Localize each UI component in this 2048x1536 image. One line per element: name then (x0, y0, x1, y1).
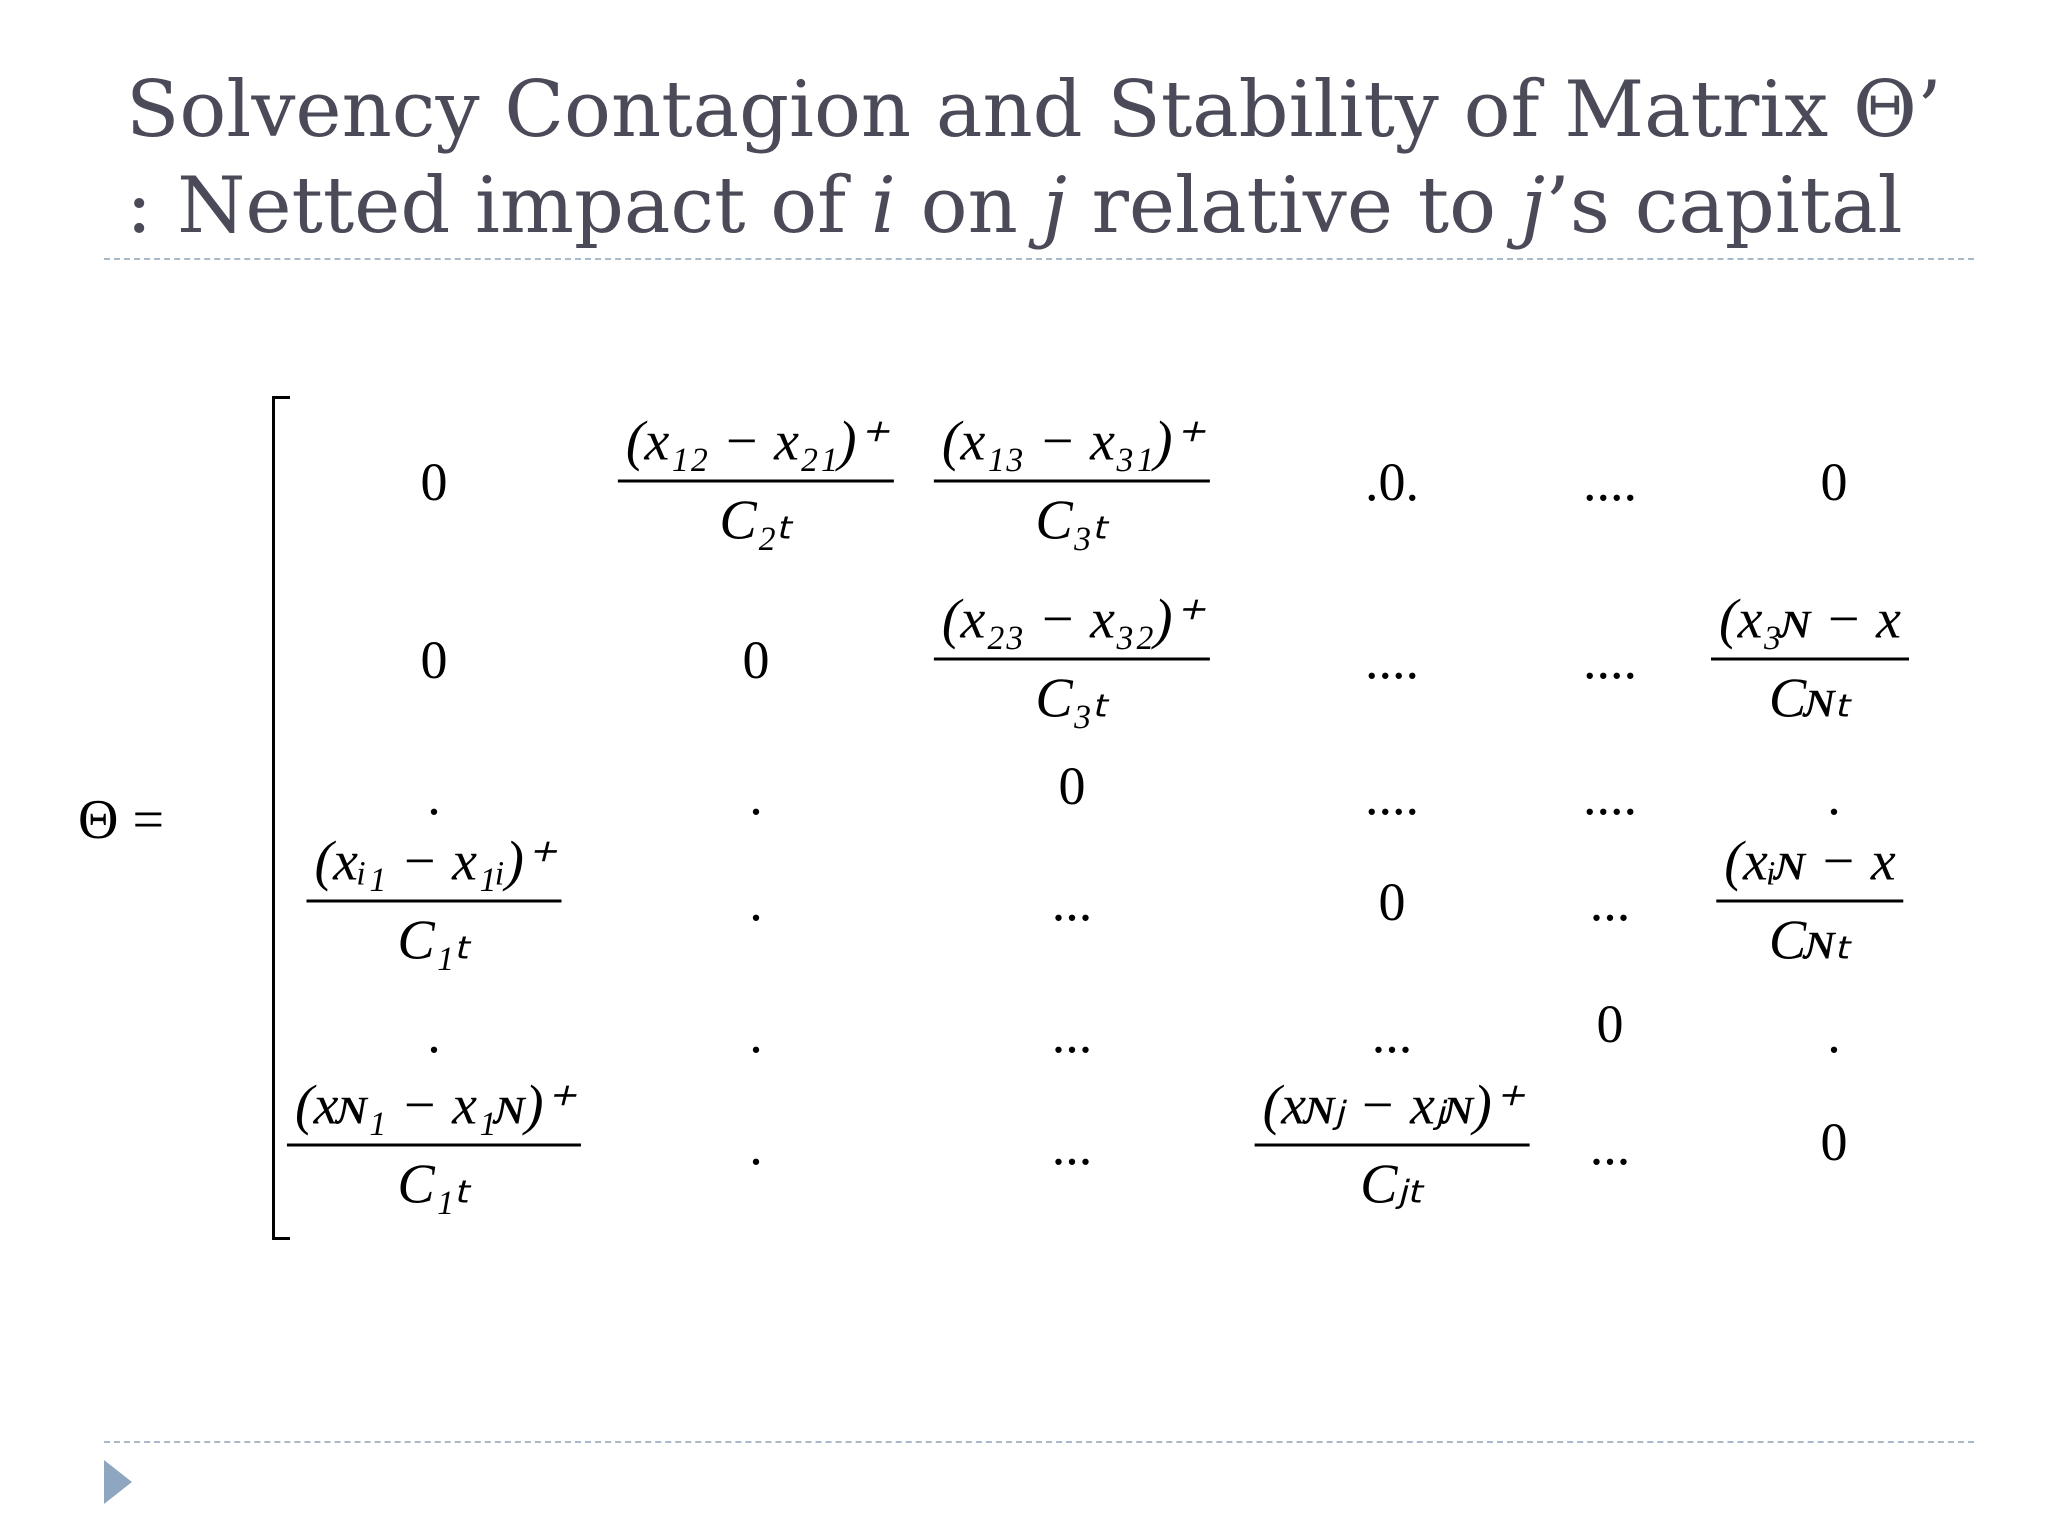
fraction-numerator: (x₁₂ − x₂₁)⁺ (625, 410, 887, 473)
matrix-cell: 0 (1820, 1112, 1848, 1172)
fraction-denominator: C₁ₜ (397, 1153, 471, 1216)
matrix-cell: 0 (1596, 994, 1624, 1054)
fraction-denominator: C₃ₜ (1035, 489, 1109, 552)
title-italic-i: i (870, 161, 896, 251)
matrix-cell: ... (1051, 1004, 1093, 1064)
slide-title (126, 62, 1986, 254)
fraction-xiN (1716, 828, 1903, 977)
matrix-cell: 0 (1058, 756, 1086, 816)
play-triangle-icon (104, 1460, 132, 1504)
matrix-cell: ... (1051, 872, 1093, 932)
matrix-cell: 0 (1378, 872, 1406, 932)
fraction-denominator: C₁ₜ (397, 909, 471, 972)
matrix-cell: 0 (742, 630, 770, 690)
matrix-cell: . (1827, 1004, 1841, 1064)
matrix-cell: ... (1589, 872, 1631, 932)
clipped-fraction-region (1680, 585, 1902, 735)
title-text: : Netted impact of (126, 161, 871, 251)
matrix-cell: .... (1583, 766, 1637, 826)
fraction-denominator: Cɴₜ (1768, 909, 1852, 972)
title-italic-j: j (1042, 161, 1067, 251)
fraction-numerator: (xɴⱼ − xⱼɴ)⁺ (1262, 1074, 1522, 1137)
title-text: on (895, 161, 1043, 251)
matrix-cell: ... (1051, 1116, 1093, 1176)
fraction-x23 (934, 586, 1210, 735)
title-text: relative to (1066, 161, 1521, 251)
fraction-xi1 (306, 828, 561, 977)
matrix-cell: ... (1589, 1116, 1631, 1176)
matrix-cell: ... (1371, 1004, 1413, 1064)
fraction-denominator: C₂ₜ (719, 489, 793, 552)
fraction-denominator: C₃ₜ (1035, 667, 1109, 730)
fraction-denominator: Cⱼₜ (1360, 1153, 1424, 1216)
fraction-x13 (934, 408, 1210, 557)
matrix-cell: . (427, 766, 441, 826)
matrix-cell: . (749, 872, 763, 932)
fraction-numerator: (x₂₃ − x₃₂)⁺ (941, 588, 1203, 651)
matrix-cell: . (1827, 766, 1841, 826)
matrix-cell: .... (1365, 630, 1419, 690)
matrix-cell: . (749, 1116, 763, 1176)
fraction-xN1 (287, 1072, 581, 1221)
matrix-cell: 0 (420, 452, 448, 512)
title-italic-j: j (1520, 161, 1546, 251)
fraction-numerator: (x₁₃ − x₃₁)⁺ (941, 410, 1203, 473)
clipped-fraction-region (1680, 827, 1896, 977)
matrix-cell: 0 (1820, 452, 1848, 512)
fraction-numerator: (xɴ₁ − x₁ɴ)⁺ (294, 1074, 574, 1137)
title-line-2 (126, 158, 1986, 254)
matrix-cell: .... (1583, 630, 1637, 690)
matrix-cell: . (749, 766, 763, 826)
matrix-lhs: Θ = (78, 789, 165, 851)
matrix-cell: . (749, 1004, 763, 1064)
fraction-x12 (618, 408, 894, 557)
fraction-numerator: (xᵢ₁ − x₁ᵢ)⁺ (314, 830, 554, 893)
title-line-1: Solvency Contagion and Stability of Matrix Θ’ (126, 65, 1942, 155)
matrix-cell: .0. (1365, 452, 1419, 512)
matrix-cell: .... (1583, 452, 1637, 512)
title-divider (104, 258, 1974, 260)
footer-divider (104, 1441, 1974, 1443)
fraction-xNj (1255, 1072, 1530, 1221)
fraction-x3N (1711, 586, 1909, 735)
matrix-cell: . (427, 1004, 441, 1064)
matrix-cell: 0 (420, 630, 448, 690)
fraction-numerator: (x₃ɴ − x (1718, 588, 1902, 651)
fraction-denominator: Cɴₜ (1768, 667, 1852, 730)
fraction-numerator: (xᵢɴ − x (1724, 830, 1896, 893)
title-text: ’s capital (1545, 161, 1903, 251)
matrix-cell: .... (1365, 766, 1419, 826)
